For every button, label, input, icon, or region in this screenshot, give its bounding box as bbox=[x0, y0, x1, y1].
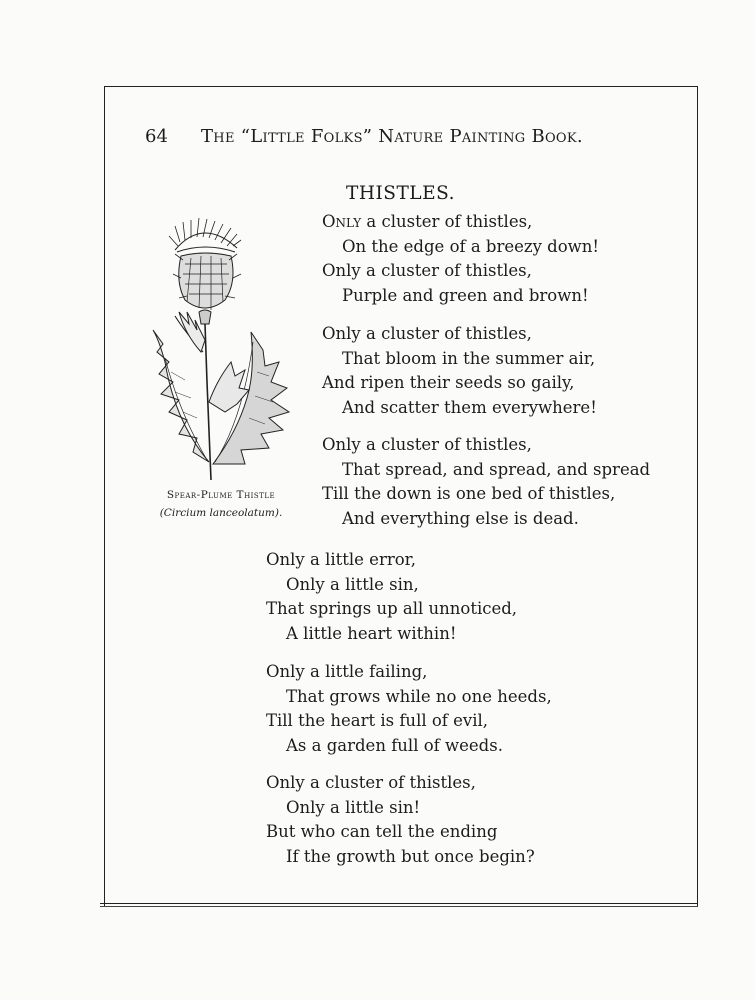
poem-line: But who can tell the ending bbox=[266, 822, 498, 841]
stanza-2 bbox=[322, 322, 597, 420]
stanza-6 bbox=[266, 771, 535, 869]
poem-line: That grows while no one heeds, bbox=[286, 686, 552, 706]
page-number: 64 bbox=[145, 126, 168, 147]
first-word: Only bbox=[322, 212, 362, 231]
illustration-caption bbox=[146, 486, 296, 522]
flower-tuft bbox=[169, 218, 241, 252]
stanza-1 bbox=[322, 210, 599, 308]
caption-latin-name: (Circium lanceolatum). bbox=[159, 507, 283, 519]
poem-line: Only a little sin! bbox=[286, 797, 421, 817]
poem-line: Only a cluster of thistles, bbox=[322, 261, 532, 280]
poem-line: That bloom in the summer air, bbox=[342, 348, 596, 368]
poem-line: And scatter them everywhere! bbox=[342, 397, 597, 417]
poem-line: Only a cluster of thistles, bbox=[322, 324, 532, 343]
poem-line: Only a little error, bbox=[266, 550, 416, 569]
stanza-5 bbox=[266, 660, 552, 758]
poem-line: On the edge of a breezy down! bbox=[342, 236, 600, 256]
poem-line: Only a cluster of thistles, bbox=[266, 773, 476, 792]
poem-line: Only a cluster of thistles, bbox=[322, 435, 532, 454]
poem-title: THISTLES. bbox=[346, 183, 455, 204]
poem-line: A little heart within! bbox=[286, 623, 457, 643]
poem-line: Only a little failing, bbox=[266, 662, 428, 681]
stanza-4 bbox=[266, 548, 517, 646]
poem-line: As a garden full of weeds. bbox=[286, 735, 503, 755]
thistle-illustration bbox=[145, 212, 295, 482]
poem-line: That springs up all unnoticed, bbox=[266, 599, 518, 618]
poem-line: Till the down is one bed of thistles, bbox=[322, 484, 616, 503]
caption-common-name: Spear-Plume Thistle bbox=[166, 489, 276, 501]
running-title: The “Little Folks” Nature Painting Book. bbox=[201, 126, 583, 147]
running-header bbox=[145, 126, 595, 147]
bottom-rule bbox=[100, 903, 698, 904]
poem-line: Purple and green and brown! bbox=[342, 285, 589, 305]
poem-line: That spread, and spread, and spread bbox=[342, 459, 651, 479]
bottom-rule-secondary bbox=[100, 906, 698, 907]
thistle-icon bbox=[145, 212, 295, 482]
poem-line: Only a little sin, bbox=[286, 574, 419, 594]
poem-line: And ripen their seeds so gaily, bbox=[322, 373, 575, 392]
poem-line: If the growth but once begin? bbox=[286, 846, 535, 866]
stanza-3 bbox=[322, 433, 650, 531]
poem-line: And everything else is dead. bbox=[342, 508, 579, 528]
poem-line: Only a cluster of thistles, bbox=[322, 212, 533, 231]
poem-line: Till the heart is full of evil, bbox=[266, 711, 489, 730]
